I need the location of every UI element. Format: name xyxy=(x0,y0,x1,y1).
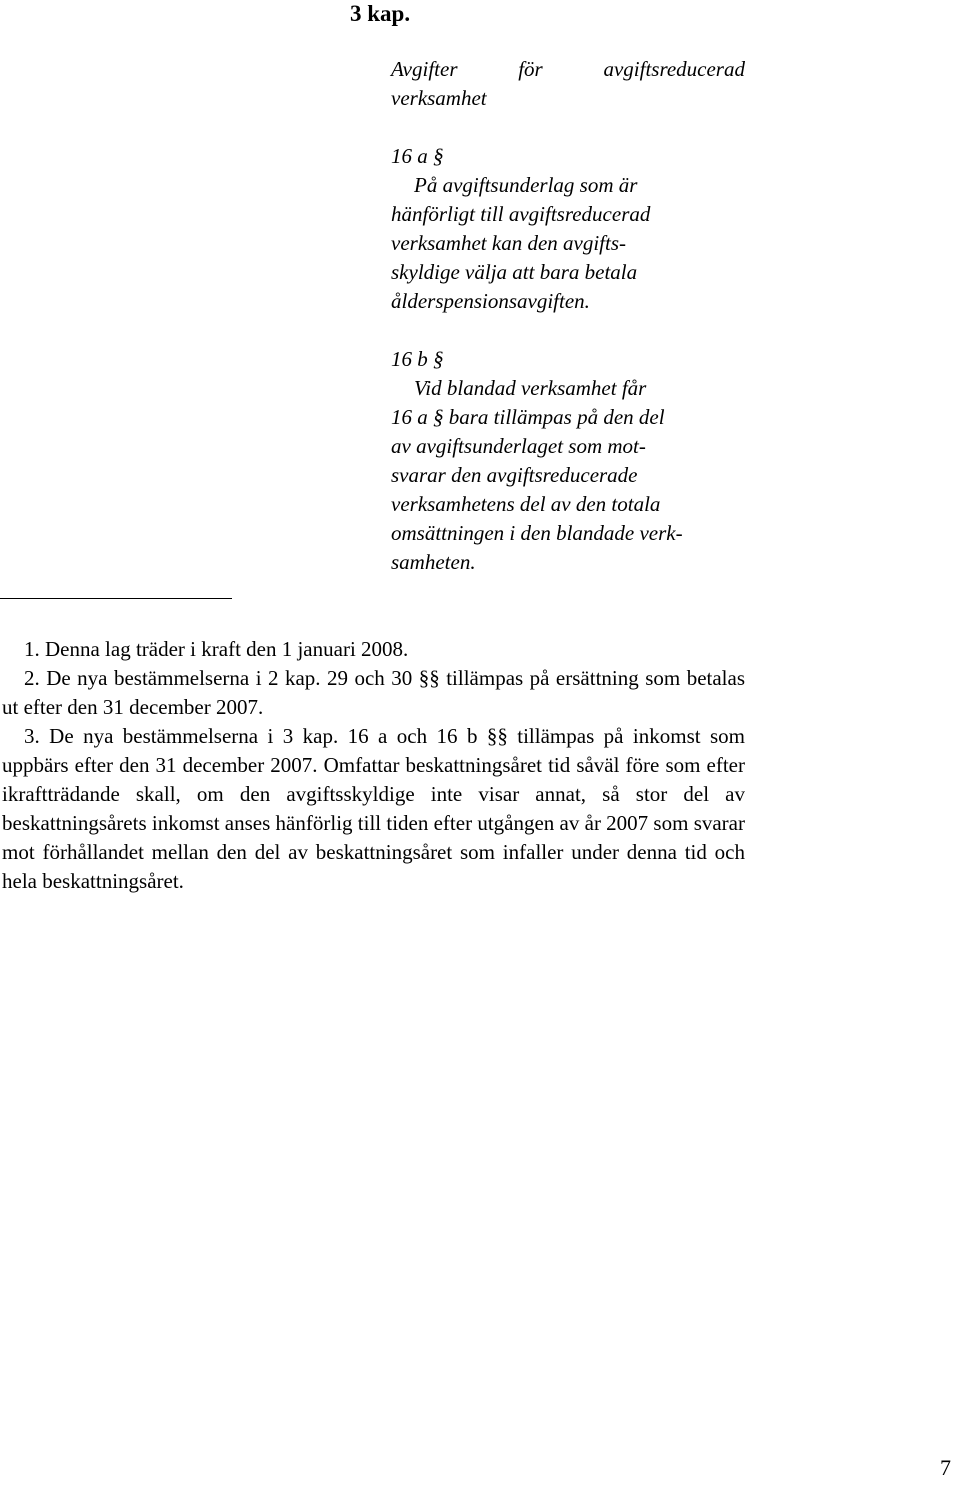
transitional-item: 1. Denna lag träder i kraft den 1 januari 2008. xyxy=(24,637,409,661)
paragraph-line: samheten. xyxy=(391,550,476,574)
chapter-heading: 3 kap. xyxy=(350,1,411,26)
section-heading xyxy=(391,55,745,113)
paragraph-16a xyxy=(391,142,745,316)
paragraph-line: omsättningen i den blandade verk- xyxy=(391,521,683,545)
transitional-item: 2. De nya bestämmelserna i 2 kap. 29 och 30 §§ tillämpas på ersättning som betalas ut efter den 31 december 2007. xyxy=(2,666,745,719)
section-heading-line xyxy=(391,55,745,84)
paragraph-16b xyxy=(391,345,745,577)
paragraph-line: svarar den avgiftsreducerade xyxy=(391,463,638,487)
section-heading-word: för xyxy=(518,57,543,81)
paragraph-line: skyldige välja att bara betala xyxy=(391,260,638,284)
paragraph-line: ålderspensionsavgiften. xyxy=(391,289,590,313)
paragraph-line: av avgiftsunderlaget som mot- xyxy=(391,434,646,458)
paragraph-line: verksamhet kan den avgifts- xyxy=(391,231,627,255)
paragraph-line: hänförligt till avgiftsreducerad xyxy=(391,202,651,226)
paragraph-label: 16 b § xyxy=(391,347,444,371)
paragraph-line: Vid blandad verksamhet får xyxy=(414,376,647,400)
section-heading-word: Avgifter xyxy=(391,57,458,81)
page-number: 7 xyxy=(940,1455,951,1480)
transitional-provisions xyxy=(2,635,745,896)
paragraph-line: 16 a § bara tillämpas på den del xyxy=(391,405,665,429)
section-heading-word: avgiftsreducerad xyxy=(603,57,745,81)
section-heading-continuation: verksamhet xyxy=(391,86,487,110)
paragraph-line: På avgiftsunderlag som är xyxy=(414,173,638,197)
transitional-item: 3. De nya bestämmelserna i 3 kap. 16 a och 16 b §§ tillämpas på inkomst som uppbärs efter den 31 december 2007. Omfattar beskattningsåret tid såväl före som efter ikraftträdande skall, om den avgiftsskyldige inte visar annat, så stor del av beskattningsårets inkomst anses hänförlig till tiden efter utgången av år 2007 som svarar mot förhållandet mellan den del av beskattningsåret som infaller under denna tid och hela beskattningsåret. xyxy=(2,724,745,893)
paragraph-label: 16 a § xyxy=(391,144,444,168)
footnote-divider xyxy=(0,598,232,599)
paragraph-line: verksamhetens del av den totala xyxy=(391,492,661,516)
